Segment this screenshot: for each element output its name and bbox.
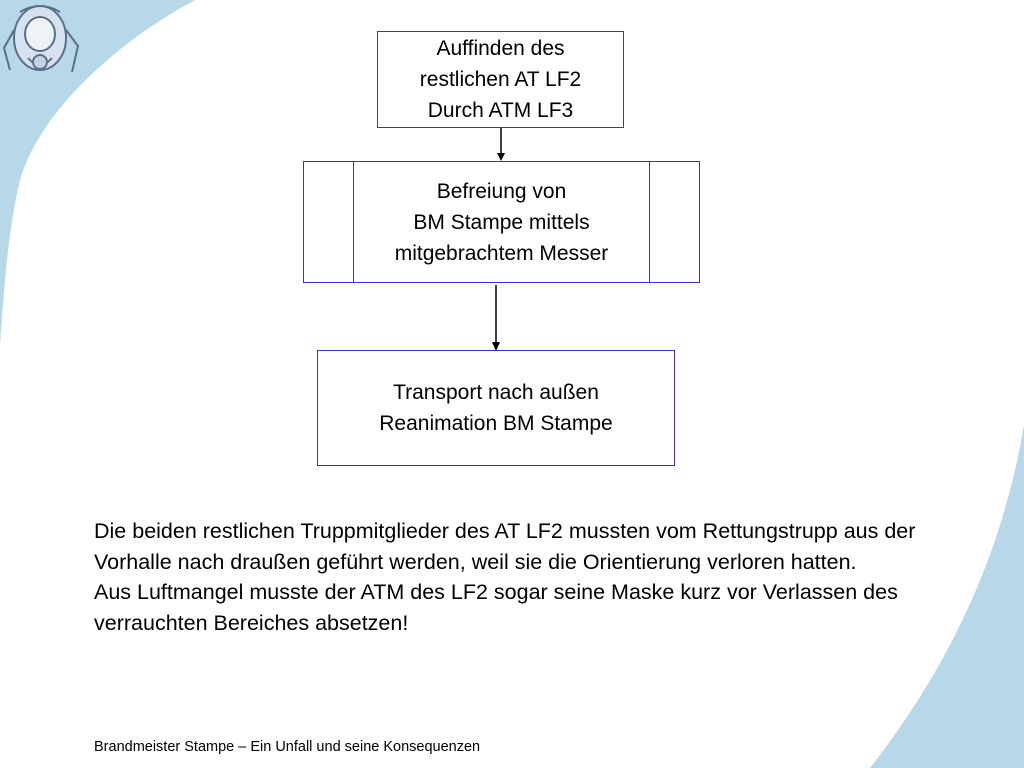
flow-box-3: [317, 350, 675, 466]
body-text: [94, 516, 924, 638]
box1-line-1: Auffinden des: [436, 37, 565, 60]
process-bar-left: [353, 162, 354, 282]
box1-line-3: Durch ATM LF3: [427, 99, 574, 122]
box2-line-1: Befreiung von: [436, 179, 567, 203]
arrow-2-to-3: [490, 283, 502, 352]
process-bar-right: [649, 162, 650, 282]
body-paragraph-2: Aus Luftmangel musste der ATM des LF2 sogar seine Maske kurz vor Verlassen des verrauchten Bereiches absetzen!: [94, 580, 898, 635]
box2-line-3: mitgebrachtem Messer: [394, 241, 609, 265]
box3-line-2: Reanimation BM Stampe: [379, 412, 613, 435]
box2-line-2: BM Stampe mittels: [413, 210, 590, 234]
footer-text: Brandmeister Stampe – Ein Unfall und seine Konsequenzen: [94, 739, 481, 755]
flow-box-1: [377, 31, 624, 128]
box1-line-2: restlichen AT LF2: [419, 68, 582, 91]
box3-line-1: Transport nach außen: [393, 381, 599, 404]
breathing-mask-icon: [0, 0, 88, 88]
arrow-1-to-2: [495, 128, 507, 162]
flow-box-2: [303, 161, 700, 283]
body-paragraph-1: Die beiden restlichen Truppmitglieder des AT LF2 mussten vom Rettungstrupp aus der Vorhalle nach draußen geführt werden, weil sie die Orientierung verloren hatten.: [94, 519, 916, 574]
